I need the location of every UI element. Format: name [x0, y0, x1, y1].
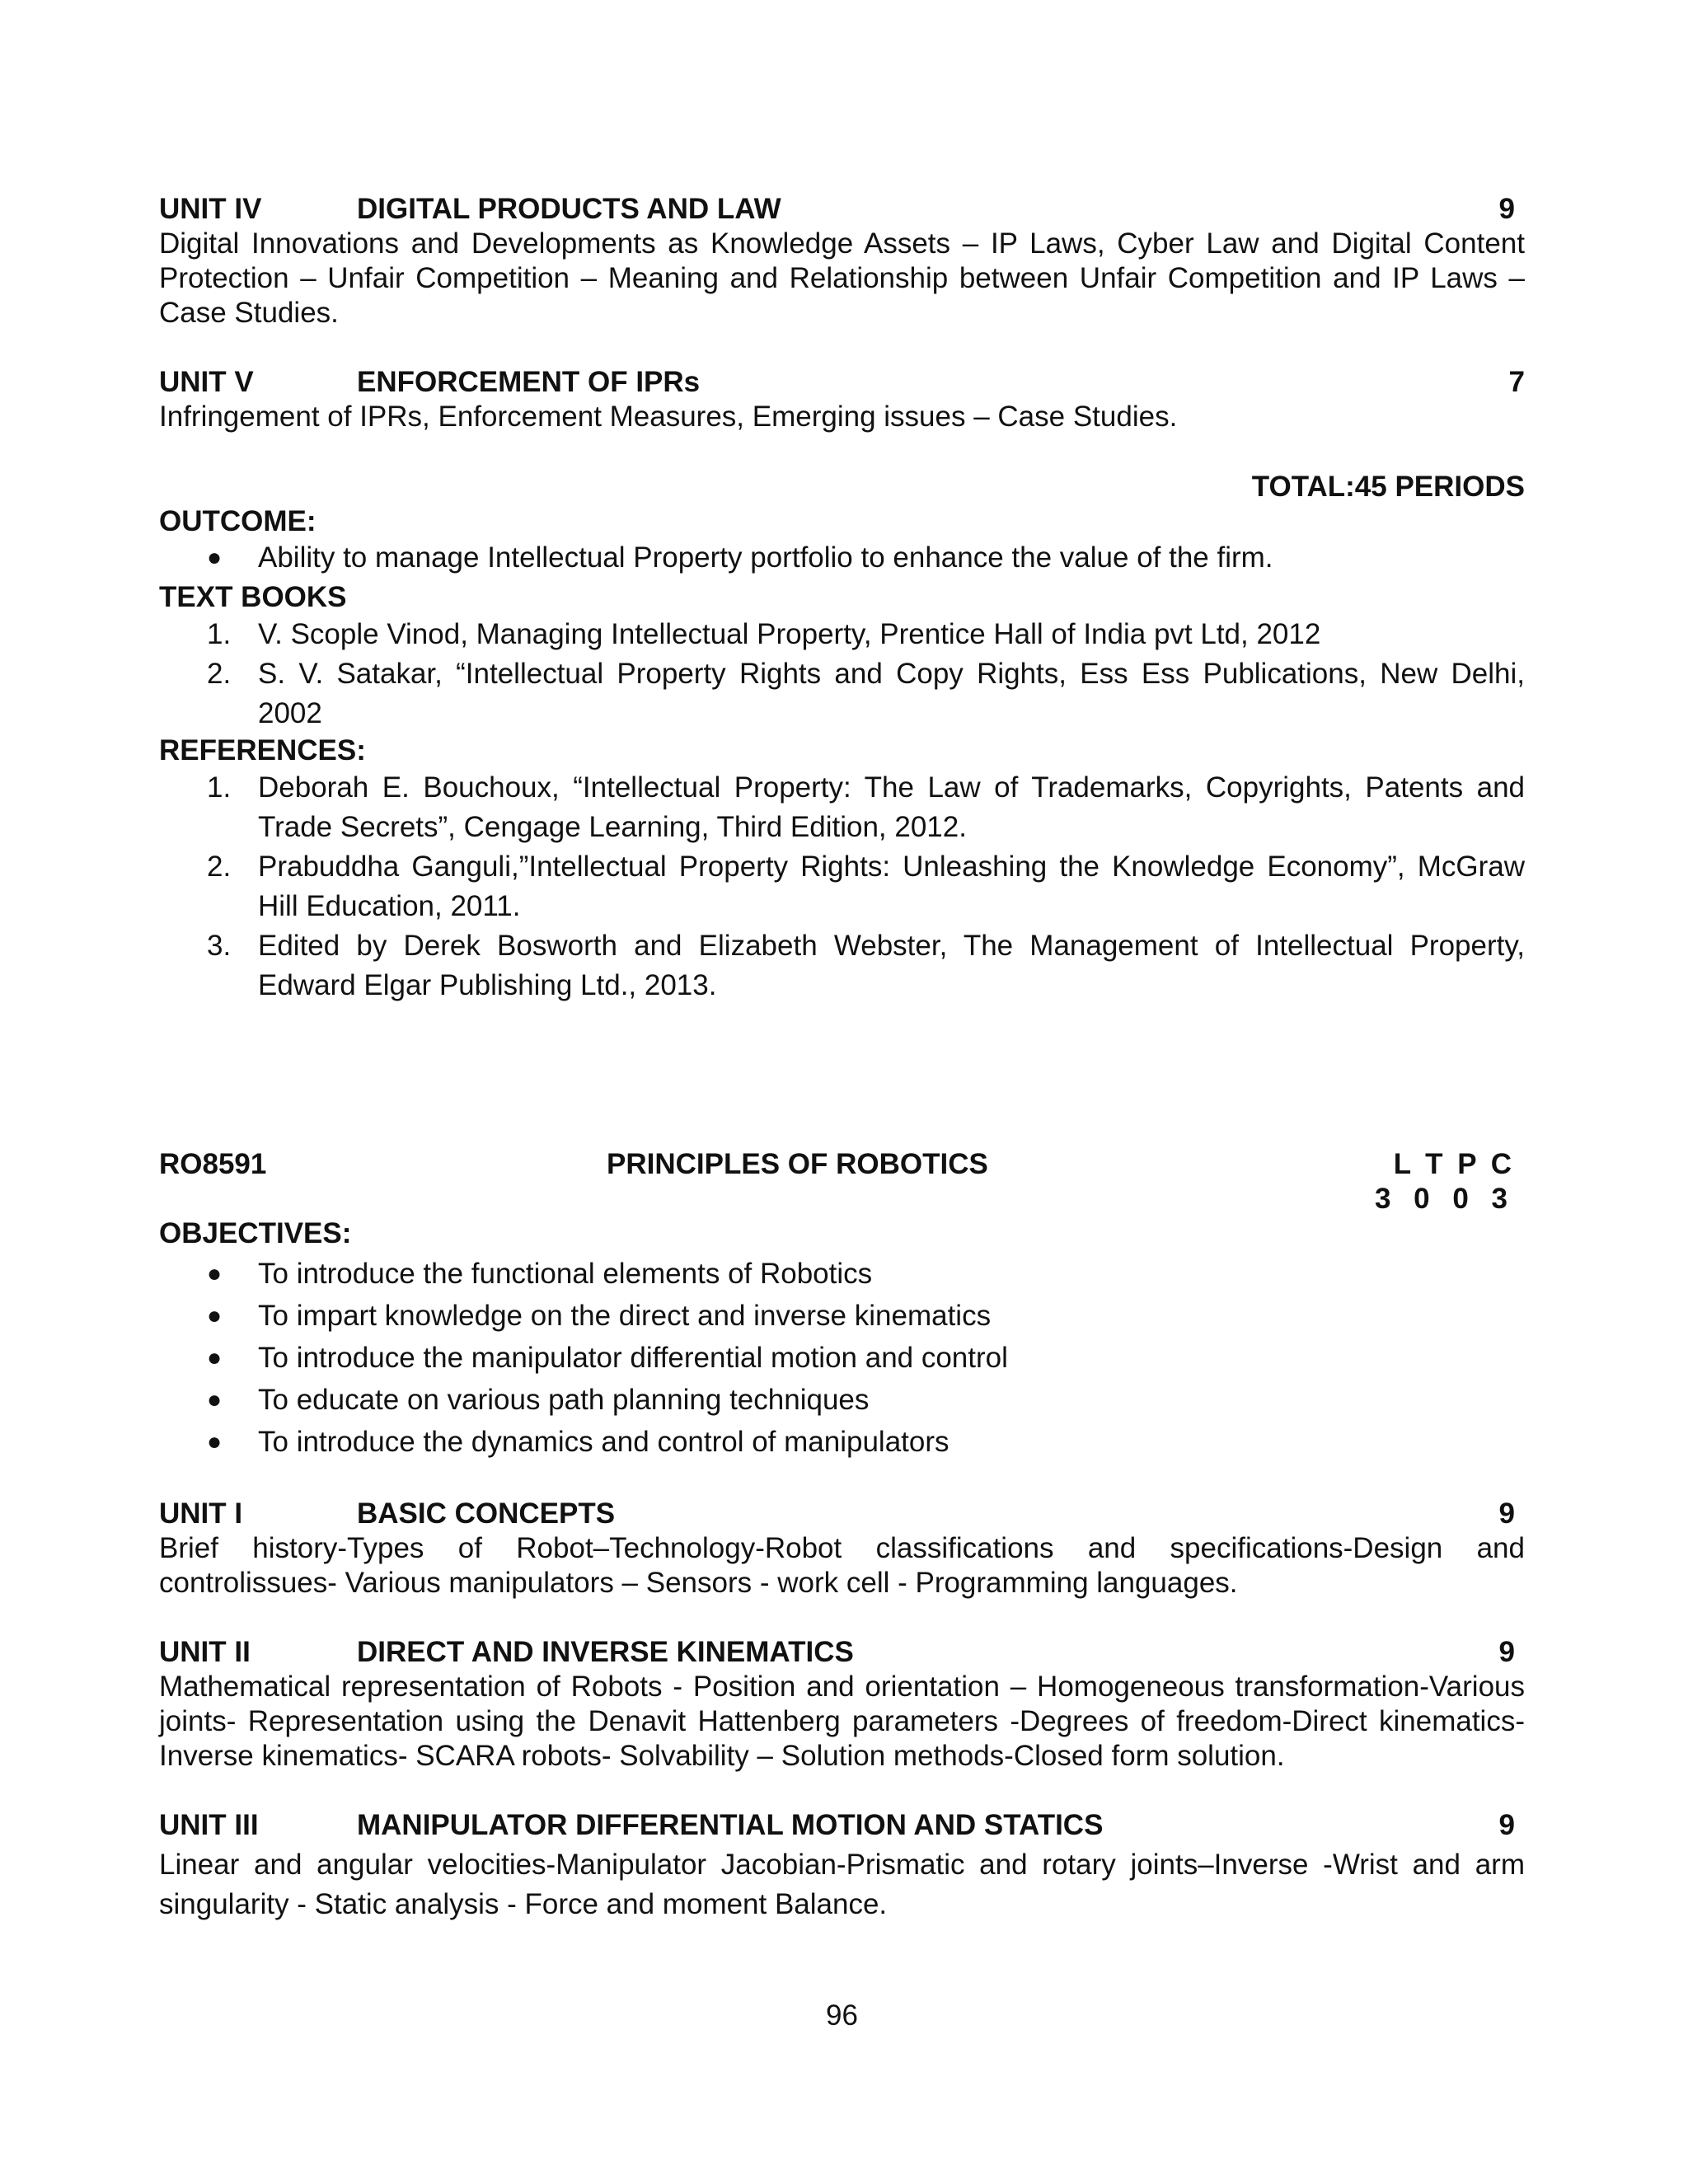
unit-ii-header: [159, 1635, 1525, 1670]
list-item: 1. Deborah E. Bouchoux, “Intellectual Property: The Law of Trademarks, Copyrights, Patents and Trade Secrets”, Cengage Learning, Third Edition, 2012.: [207, 771, 1525, 843]
unit-body: Digital Innovations and Developments as Knowledge Assets – IP Laws, Cyber Law and Digital Content Protection – Unfair Competition – Meaning and Relationship between Unfair Competition and IP Laws – Case Studies.: [159, 227, 1525, 329]
unit-title: ENFORCEMENT OF IPRs: [357, 366, 701, 398]
unit-hours: 9: [1498, 193, 1515, 225]
references-heading: REFERENCES:: [159, 734, 366, 766]
list-item: ● To introduce the dynamics and control of manipulators: [159, 1421, 1525, 1463]
bullet-icon: ●: [207, 1302, 223, 1329]
list-item: 2. S. V. Satakar, “Intellectual Property Rights and Copy Rights, Ess Ess Publications, New Delhi, 2002: [207, 658, 1525, 729]
unit-hours: 7: [1508, 366, 1525, 398]
ltpc-values: 3 0 0 3: [1374, 1183, 1515, 1215]
text-books-heading: TEXT BOOKS: [159, 581, 347, 613]
list-item: 3. Edited by Derek Bosworth and Elizabeth Webster, The Management of Intellectual Property, Edward Elgar Publishing Ltd., 2013.: [207, 930, 1525, 1001]
bullet-icon: ●: [207, 544, 223, 571]
course-title: PRINCIPLES OF ROBOTICS: [607, 1148, 988, 1180]
unit-iii-header: [159, 1808, 1525, 1843]
page-number: 96: [826, 1999, 858, 2032]
unit-title: MANIPULATOR DIFFERENTIAL MOTION AND STATICS: [357, 1809, 1104, 1841]
text-books-section: [159, 580, 1525, 733]
unit-body: Infringement of IPRs, Enforcement Measures, Emerging issues – Case Studies.: [159, 401, 1178, 433]
unit-hours: 9: [1498, 1636, 1515, 1668]
course-header: [159, 1147, 1525, 1216]
list-item: ● To introduce the manipulator differential motion and control: [159, 1337, 1525, 1379]
unit-label: UNIT II: [159, 1636, 251, 1668]
unit-label: UNIT III: [159, 1809, 259, 1841]
unit-body: Brief history-Types of Robot–Technology-Robot classifications and specifications-Design and controlissues- Various manipulators – Sensors - work cell - Programming languages.: [159, 1532, 1525, 1599]
unit-label: UNIT I: [159, 1497, 243, 1530]
outcome-heading: OUTCOME:: [159, 505, 316, 537]
unit-label: UNIT IV: [159, 193, 262, 225]
unit-title: BASIC CONCEPTS: [357, 1497, 616, 1530]
objectives-section: [159, 1216, 1525, 1463]
total-periods: TOTAL:45 PERIODS: [1251, 471, 1525, 503]
unit-hours: 9: [1498, 1809, 1515, 1841]
bullet-icon: ●: [207, 1428, 223, 1455]
unit-iv-header: [159, 192, 1525, 227]
unit-iii-section: [159, 1808, 1525, 1924]
list-item: ● To introduce the functional elements of Robotics: [159, 1253, 1525, 1295]
unit-label: UNIT V: [159, 366, 254, 398]
unit-hours: 9: [1498, 1497, 1515, 1530]
unit-title: DIGITAL PRODUCTS AND LAW: [357, 193, 781, 225]
unit-ii-section: [159, 1635, 1525, 1774]
bullet-icon: ●: [207, 1344, 223, 1371]
unit-i-header: [159, 1497, 1525, 1531]
ltpc-label: L T P C: [1393, 1148, 1515, 1180]
list-item: 1. V. Scople Vinod, Managing Intellectual Property, Prentice Hall of India pvt Ltd, 2012: [207, 618, 1321, 650]
outcome-section: [159, 504, 1525, 575]
unit-iv-section: [159, 192, 1525, 330]
unit-body: Linear and angular velocities-Manipulator Jacobian-Prismatic and rotary joints–Inverse -Wrist and arm singularity - Static analysis - Force and moment Balance.: [159, 1849, 1525, 1920]
objectives-heading: OBJECTIVES:: [159, 1217, 352, 1249]
unit-v-header: [159, 365, 1525, 400]
list-item: ● To educate on various path planning techniques: [159, 1379, 1525, 1421]
references-section: [159, 733, 1525, 1005]
unit-i-section: [159, 1497, 1525, 1601]
unit-title: DIRECT AND INVERSE KINEMATICS: [357, 1636, 854, 1668]
bullet-icon: ●: [207, 1386, 223, 1413]
bullet-icon: ●: [207, 1260, 223, 1287]
unit-v-section: [159, 365, 1525, 434]
document-page: [159, 0, 1525, 2184]
list-item: 2. Prabuddha Ganguli,”Intellectual Property Rights: Unleashing the Knowledge Economy”, McGraw Hill Education, 2011.: [207, 851, 1525, 922]
unit-body: Mathematical representation of Robots - Position and orientation – Homogeneous transformation-Various joints- Representation using the Denavit Hattenberg parameters -Degrees of freedom-Direct kinematics-Inverse kinematics- SCARA robots- Solvability – Solution methods-Closed form solution.: [159, 1671, 1525, 1772]
list-item: ● To impart knowledge on the direct and inverse kinematics: [159, 1295, 1525, 1337]
course-code: RO8591: [159, 1148, 267, 1180]
list-item: ● Ability to manage Intellectual Property portfolio to enhance the value of the firm.: [207, 541, 1273, 574]
ltpc-block: [1375, 1147, 1515, 1216]
